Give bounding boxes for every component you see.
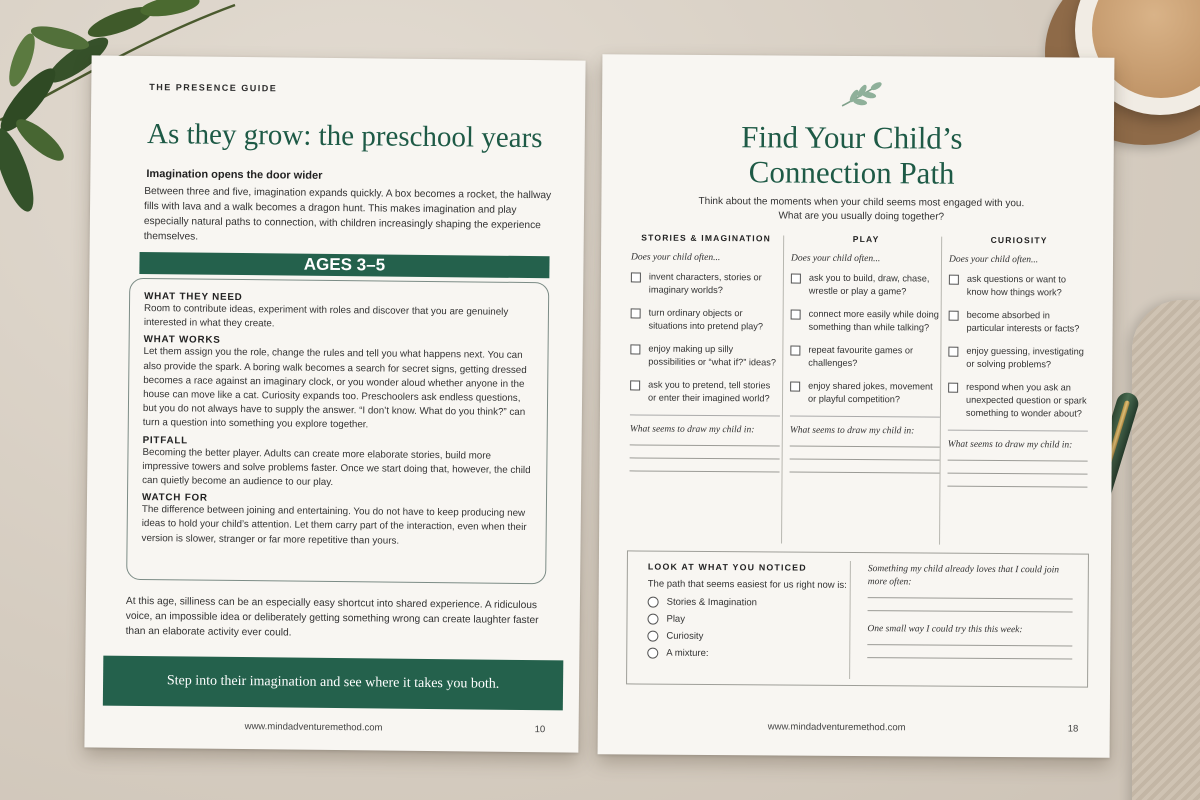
checkbox[interactable] (791, 274, 801, 284)
reflection-prompts (867, 563, 1073, 671)
title-line-2: Connection Path (748, 154, 955, 191)
page-title: As they grow: the preschool years (146, 118, 543, 155)
checklist-label: turn ordinary objects or situations into pretend play? (648, 307, 764, 332)
radio-circle[interactable] (647, 631, 658, 642)
checklist-label: connect more easily while doing something than while talking? (808, 308, 939, 333)
leaf-sprig-icon (838, 80, 884, 110)
column-question: Does your child often... (948, 254, 1039, 266)
outro-paragraph: At this age, silliness can be an especially easy shortcut into shared experience. A ridiculous voice, an impossible idea or deliberately getting something wrong can create laughter faster than an elaborate activity ever could. (125, 595, 539, 639)
checkbox[interactable] (631, 272, 641, 282)
write-line[interactable] (790, 459, 940, 461)
loves-prompt: Something my child already loves that I could join more often: (867, 564, 1060, 588)
section-text: Let them assign you the role, change the rules and tell you what happens next. You can also provide the spark. A boring walk becomes a search for secret signs, getting dressed becomes a race against an imaginary clock, or you wonder aloud whether anyone in the house can move like a cat. Curiosity expands too. Preschoolers ask endless questions, but you do not always have to supply the answer. “I don’t know. What do you think?” can turn a question into something you explore together. (142, 346, 527, 431)
page-number: 10 (534, 724, 546, 736)
write-line[interactable] (947, 486, 1087, 488)
column-stories-imagination (629, 232, 781, 484)
radio-option[interactable] (648, 597, 848, 609)
intro-text (661, 195, 1061, 226)
checklist-label: ask questions or want to know how things work? (966, 273, 1067, 298)
checklist-item[interactable] (630, 342, 780, 369)
checklist-item[interactable] (948, 381, 1088, 421)
page-title (642, 118, 1062, 191)
checklist-item[interactable] (791, 308, 941, 335)
radio-label: Curiosity (666, 630, 704, 642)
section-text: Becoming the better player. Adults can create more elaborate stories, build more impressive towers and solve problems faster. Once we start doing that, however, the child can quietly become an audience to our play. (142, 446, 531, 489)
radio-label: A mixture: (666, 647, 709, 659)
section-text: Room to contribute ideas, experiment with roles and discover that you are genuinely interested in what they create. (143, 302, 509, 330)
intro-paragraph: Between three and five, imagination expands quickly. A box becomes a rocket, the hallway fills with lava and a walk becomes a dragon hunt. This makes imagination and play especially natural paths to connection, with children increasingly shaping the experience themselves. (143, 185, 552, 243)
radio-label: Stories & Imagination (666, 596, 757, 609)
age-banner: AGES 3–5 (139, 252, 549, 278)
checklist-label: enjoy shared jokes, movement or playful competition? (808, 380, 933, 405)
radio-circle[interactable] (647, 614, 658, 625)
column-heading: CURIOSITY (990, 234, 1048, 246)
checklist-label: ask you to build, draw, chase, wrestle or play a game? (808, 272, 930, 297)
checklist-item[interactable] (791, 272, 941, 299)
checkbox[interactable] (949, 275, 959, 285)
page-right (598, 54, 1115, 758)
subheading: Imagination opens the door wider (146, 168, 323, 182)
radio-circle[interactable] (647, 648, 658, 659)
divider (790, 416, 940, 418)
checklist-item[interactable] (630, 378, 780, 405)
write-line[interactable] (630, 444, 780, 446)
divider (948, 430, 1088, 432)
draws-prompt: What seems to draw my child in: (947, 439, 1073, 451)
website-url: www.mindadventuremethod.com (767, 721, 906, 734)
write-line[interactable] (868, 597, 1073, 599)
section-heading: WATCH FOR (141, 492, 208, 504)
checklist-label: repeat favourite games or challenges? (808, 344, 914, 369)
column-curiosity (947, 235, 1089, 500)
column-heading: PLAY (852, 233, 880, 245)
checklist-item[interactable] (790, 344, 940, 371)
column-question: Does your child often... (630, 252, 721, 264)
intro-line-2: What are you usually doing together? (778, 210, 945, 223)
write-line[interactable] (630, 470, 780, 472)
info-box (126, 278, 549, 584)
checklist-item[interactable] (631, 270, 781, 297)
write-line[interactable] (790, 446, 940, 448)
footer-banner: Step into their imagination and see where it takes you both. (103, 656, 563, 711)
path-choice (647, 562, 848, 666)
checkbox[interactable] (790, 346, 800, 356)
checklist-label: become absorbed in particular interests or facts? (966, 309, 1080, 334)
page-number: 18 (1067, 723, 1079, 735)
column-heading: STORIES & IMAGINATION (641, 232, 772, 244)
checkbox[interactable] (948, 383, 958, 393)
divider (630, 414, 780, 416)
draws-prompt: What seems to draw my child in: (789, 425, 915, 437)
title-line-1: Find Your Child’s (741, 119, 963, 156)
path-prompt: The path that seems easiest for us right now is: (647, 578, 847, 591)
column-question: Does your child often... (790, 253, 881, 265)
checkbox[interactable] (631, 308, 641, 318)
checkbox[interactable] (948, 347, 958, 357)
radio-option[interactable] (647, 614, 847, 626)
intro-line-1: Think about the moments when your child seems most engaged with you. (698, 195, 1025, 210)
checklist-label: ask you to pretend, tell stories or enter their imagined world? (648, 379, 771, 404)
radio-label: Play (666, 613, 686, 625)
radio-option[interactable] (647, 648, 847, 660)
checkbox[interactable] (630, 344, 640, 354)
checklist-label: enjoy making up silly possibilities or “what if?” ideas? (648, 343, 777, 368)
radio-circle[interactable] (648, 597, 659, 608)
radio-option[interactable] (647, 631, 847, 643)
section-heading: WHAT WORKS (143, 334, 221, 347)
reflection-heading: LOOK AT WHAT YOU NOTICED (647, 561, 807, 573)
checklist-item[interactable] (949, 273, 1089, 300)
write-line[interactable] (948, 473, 1088, 475)
knit-cloth (1132, 300, 1200, 800)
checklist-item[interactable] (631, 306, 781, 333)
write-line[interactable] (867, 644, 1072, 646)
divider (849, 561, 851, 679)
checklist-label: invent characters, stories or imaginary worlds? (648, 271, 762, 296)
draws-prompt: What seems to draw my child in: (629, 424, 755, 436)
page-left (84, 55, 585, 752)
write-line[interactable] (948, 460, 1088, 462)
checklist-label: respond when you ask an unexpected question or spark something to wonder about? (965, 381, 1087, 419)
checkbox[interactable] (791, 310, 801, 320)
write-line[interactable] (867, 657, 1072, 659)
checklist-item[interactable] (948, 345, 1088, 372)
checklist-item[interactable] (949, 309, 1089, 336)
reflection-box (626, 550, 1089, 687)
write-line[interactable] (630, 457, 780, 459)
section-heading: WHAT THEY NEED (144, 290, 243, 304)
column-divider (781, 235, 784, 543)
website-url: www.mindadventuremethod.com (244, 721, 383, 734)
section-text: The difference between joining and entertaining. You do not have to keep producing new ideas to hold your child’s attention. Let them carry part of the interaction, even when their version is slower, stranger or far more repetitive than yours. (141, 504, 527, 547)
write-line[interactable] (868, 610, 1073, 612)
column-play (789, 234, 941, 486)
checkbox[interactable] (630, 380, 640, 390)
try-prompt: One small way I could try this this week: (867, 624, 1023, 636)
checkbox[interactable] (949, 311, 959, 321)
checkbox[interactable] (790, 382, 800, 392)
section-heading: PITFALL (142, 434, 188, 447)
checklist-label: enjoy guessing, investigating or solving problems? (966, 345, 1084, 370)
write-line[interactable] (790, 472, 940, 474)
guide-label: THE PRESENCE GUIDE (149, 82, 278, 94)
checklist-item[interactable] (790, 380, 940, 407)
